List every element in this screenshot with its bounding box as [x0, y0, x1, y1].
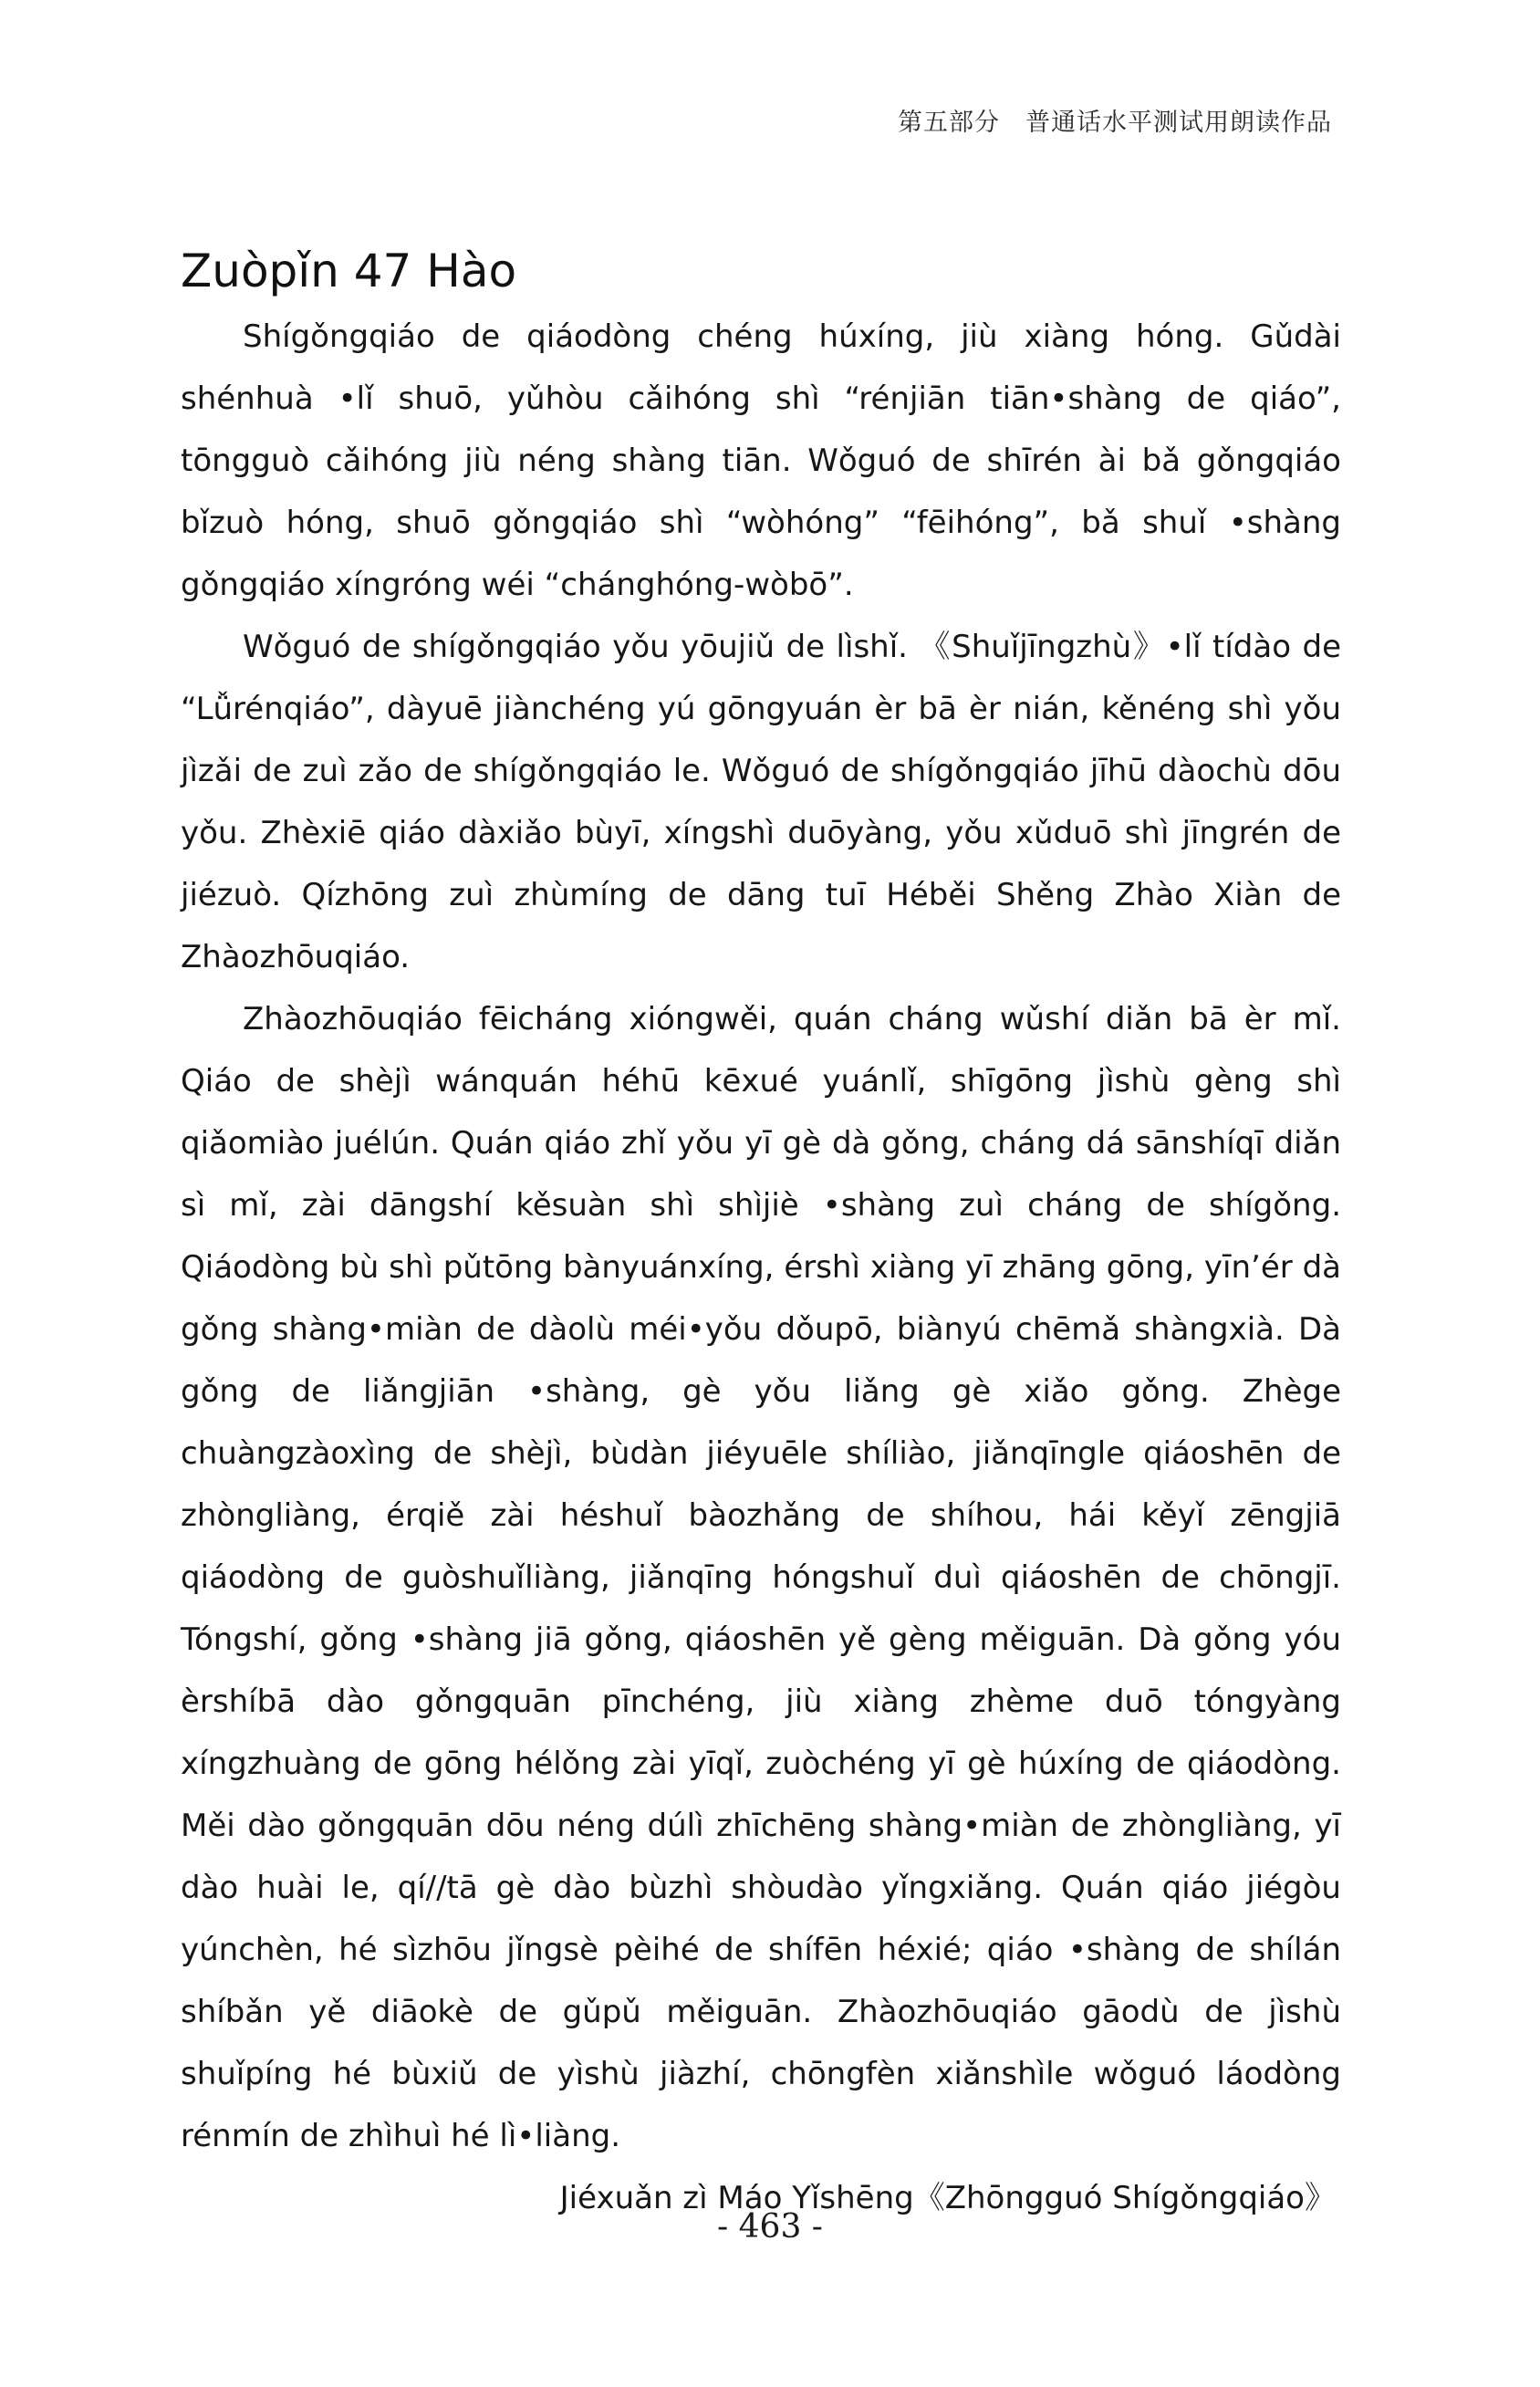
running-header: 第五部分 普通话水平测试用朗读作品 — [898, 109, 1332, 137]
source-citation: Jiéxuǎn zì Máo Yǐshēng《Zhōngguó Shígǒngqiáo》 — [559, 2180, 1336, 2216]
paragraph-2: Wǒguó de shígǒngqiáo yǒu yōujiǔ de lìshǐ. 《Shuǐjīngzhù》•lǐ tídào de “Lǚrénqiáo”, dàyuē jiànchéng yú gōngyuán èr bā èr nián, kěnéng shì yǒu jìzǎi de zuì zǎo de shígǒngqiáo le. Wǒguó de shígǒngqiáo jīhū dàochù dōu yǒu. Zhèxiē qiáo dàxiǎo bùyī, xíngshì duōyàng, yǒu xǔduō shì jīngrén de jiézuò. Qízhōng zuì zhùmíng de dāng tuī Héběi Shěng Zhào Xiàn de Zhàozhōuqiáo. — [181, 629, 1341, 975]
paragraph-1: Shígǒngqiáo de qiáodòng chéng húxíng, jiù xiàng hóng. Gǔdài shénhuà •lǐ shuō, yǔhòu cǎihóng shì “rénjiān tiān•shàng de qiáo”, tōngguò cǎihóng jiù néng shàng tiān. Wǒguó de shīrén ài bǎ gǒngqiáo bǐzuò hóng, shuō gǒngqiáo shì “wòhóng” “fēihóng”, bǎ shuǐ •shàng gǒngqiáo xíngróng wéi “chánghóng-wòbō”. — [181, 318, 1341, 603]
paragraph-3: Zhàozhōuqiáo fēicháng xióngwěi, quán cháng wǔshí diǎn bā èr mǐ. Qiáo de shèjì wánquán héhū kēxué yuánlǐ, shīgōng jìshù gèng shì qiǎomiào juélún. Quán qiáo zhǐ yǒu yī gè dà gǒng, cháng dá sānshíqī diǎn sì mǐ, zài dāngshí kěsuàn shì shìjiè •shàng zuì cháng de shígǒng. Qiáodòng bù shì pǔtōng bànyuánxíng, érshì xiàng yī zhāng gōng, yīn’ér dà gǒng shàng•miàn de dàolù méi•yǒu dǒupō, biànyú chēmǎ shàngxià. Dà gǒng de liǎngjiān •shàng, gè yǒu liǎng gè xiǎo gǒng. Zhège chuàngzàoxìng de shèjì, bùdàn jiéyuēle shíliào, jiǎnqīngle qiáoshēn de zhòngliàng, érqiě zài héshuǐ bàozhǎng de shíhou, hái kěyǐ zēngjiā qiáodòng de guòshuǐliàng, jiǎnqīng hóngshuǐ duì qiáoshēn de chōngjī. Tóngshí, gǒng •shàng jiā gǒng, qiáoshēn yě gèng měiguān. Dà gǒng yóu èrshíbā dào gǒngquān pīnchéng, jiù xiàng zhème duō tóngyàng xíngzhuàng de gōng hélǒng zài yīqǐ, zuòchéng yī gè húxíng de qiáodòng. Měi dào gǒngquān dōu néng dúlì zhīchēng shàng•miàn de zhòngliàng, yī dào huài le, qí//tā gè dào bùzhì shòudào yǐngxiǎng. Quán qiáo jiégòu yúnchèn, hé sìzhōu jǐngsè pèihé de shífēn héxié; qiáo •shàng de shílán shíbǎn yě diāokè de gǔpǔ měiguān. Zhàozhōuqiáo gāodù de jìshù shuǐpíng hé bùxiǔ de yìshù jiàzhí, chōngfèn xiǎnshìle wǒguó láodòng rénmín de zhìhuì hé lì•liàng. — [181, 1001, 1341, 2154]
article-title: Zuòpǐn 47 Hào — [181, 245, 517, 297]
article-body — [181, 306, 1341, 2229]
page-number: - 463 - — [717, 2208, 823, 2246]
